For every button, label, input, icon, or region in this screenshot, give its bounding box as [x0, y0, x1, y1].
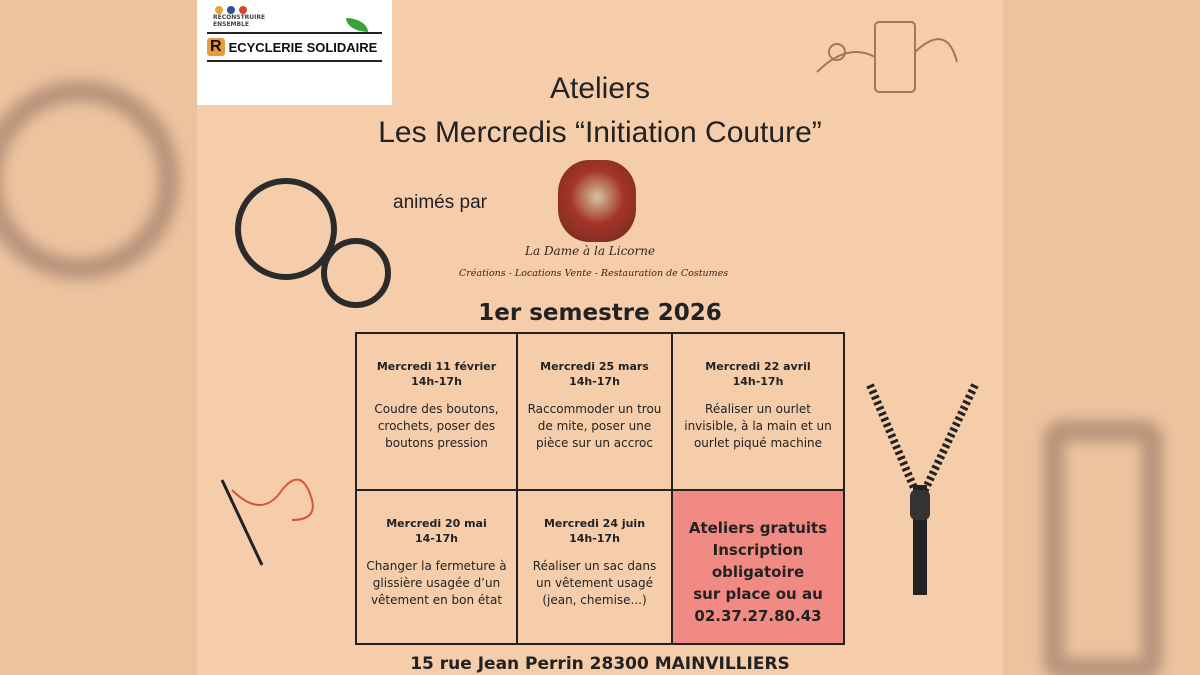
logo-name: ECYCLERIE SOLIDAIRE: [228, 39, 378, 55]
workshop-cell: Mercredi 11 février 14h-17h Coudre des boutons, crochets, poser des boutons pression: [357, 334, 518, 491]
needle-thread-icon: [212, 470, 332, 570]
animes-par-label: animés par: [393, 192, 487, 213]
workshop-cell: Mercredi 24 juin 14h-17h Réaliser un sac dans un vêtement usagé (jean, chemise...): [518, 491, 673, 643]
phone-number: 02.37.27.80.43: [694, 607, 822, 625]
address: 15 rue Jean Perrin 28300 MAINVILLIERS: [410, 654, 790, 674]
title-line1: Ateliers: [549, 72, 651, 105]
poster: [197, 0, 1003, 675]
title-line2: Les Mercredis “Initiation Couture”: [378, 116, 822, 149]
partner-name: La Dame à la Licorne: [525, 244, 656, 258]
blurred-background-left: [0, 0, 197, 675]
thread-spool-icon: [807, 12, 967, 102]
workshop-cell: Mercredi 20 mai 14-17h Changer la fermeture à glissière usagée d’un vêtement en bon état: [357, 491, 518, 643]
workshop-cell: Mercredi 25 mars 14h-17h Raccommoder un trou de mite, poser une pièce sur un accroc: [518, 334, 673, 491]
partner-tagline: Créations - Locations Vente - Restauration de Costumes: [459, 268, 729, 279]
logo-text-top2: ENSEMBLE: [213, 21, 250, 28]
registration-info-cell: Ateliers gratuits Inscription obligatoire sur place ou au 02.37.27.80.43: [673, 491, 843, 643]
workshop-table: [355, 332, 845, 645]
blurred-background-right: [1003, 0, 1200, 675]
people-icon: [215, 6, 382, 14]
logo-text-top: RECONSTRUIRE: [213, 14, 266, 21]
logo-r: R: [207, 38, 225, 56]
small-button-illustration-icon: [321, 238, 391, 308]
zipper-icon: [865, 380, 980, 600]
semester-heading: 1er semestre 2026: [478, 300, 722, 326]
partner-portrait: [558, 160, 636, 242]
workshop-cell: Mercredi 22 avril 14h-17h Réaliser un ourlet invisible, à la main et un ourlet piqué machine: [673, 334, 843, 491]
